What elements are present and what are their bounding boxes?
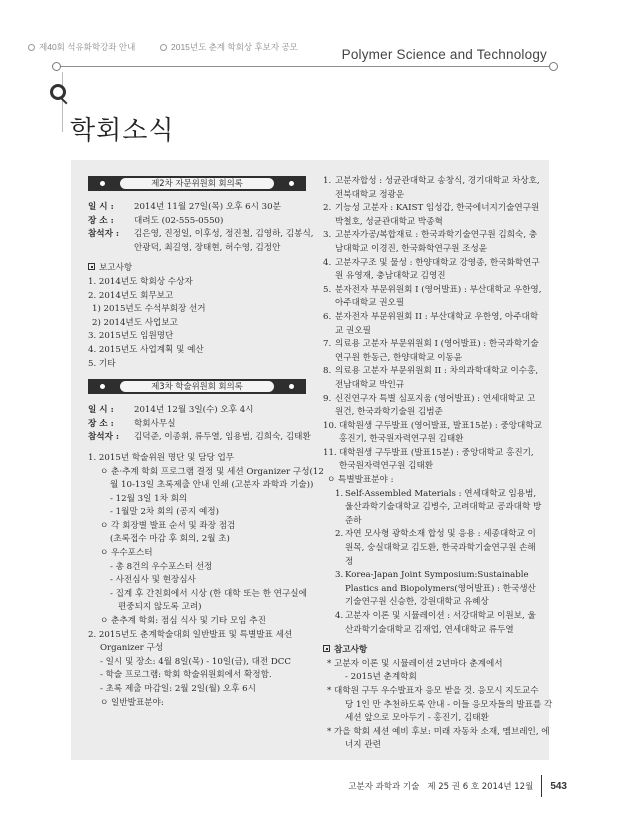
notes-heading: 참고사항: [323, 644, 543, 658]
list-item: 당 1인 만 추천하도록 안내 - 이들 응모자들의 발표를 각: [345, 699, 553, 710]
list-item: 2. 기능성 고분자 : KAIST 임성갑, 한국에너지기술연구원 박철호, 성균관대학교 박종혁: [323, 203, 540, 227]
list-item: 1. Self-Assembled Materials : 연세대학교 임용범, 울산과학기술대학교 김병수, 고려대학교 공과대학 방준하: [335, 488, 542, 526]
list-item: 4. 고분자구조 및 물성 : 한양대학교 강영종, 한국화학연구원 유영재, 충남대학교 김영진: [323, 257, 540, 282]
bullet-dot-icon: [289, 181, 294, 186]
bullet-dot-icon: [100, 384, 105, 389]
list-item: 세션 앞으로 모아두기 - 홍진기, 김태환: [345, 713, 489, 724]
list-item: 4. 고분자 이론 및 시뮬레이션 : 서강대학교 이원보, 울산과학기술대학교 김재업, 연세대학교 류두열: [335, 611, 536, 635]
crumb-2[interactable]: 2015년도 춘계 학회상 후보자 공모: [160, 41, 298, 53]
list-item: - 총 8건의 우수포스터 선정: [110, 561, 213, 572]
list-item: ㅇ 일반발표분야:: [100, 697, 164, 708]
list-item: ㅇ 각 회장별 발표 순서 및 좌장 점검: [100, 520, 236, 531]
list-item: - 2015년 춘계학회: [345, 672, 417, 683]
list-item: ㅇ 우수포스터: [100, 548, 153, 559]
meeting2-date-row: 일 시 : 2014년 12월 3일(수) 오후 4시: [88, 405, 254, 416]
page-number: 543: [550, 780, 567, 792]
meeting1-title: 제2차 자문위원회 회의록: [120, 178, 274, 189]
list-item: 2. 자연 모사형 광학소재 합성 및 응용 : 세종대학교 이원목, 숭실대학교 김도환, 한국과학기술연구원 손해정: [335, 529, 536, 567]
bullet-dot-icon: [289, 384, 294, 389]
footer-issue: 제 25 권 6 호 2014년 12월: [427, 782, 534, 792]
list-item: 11. 대학원생 구두발표 (발표15분) : 중앙대학교 홍진기, 한국원자력연구원 김태환: [323, 447, 534, 472]
list-item: 10. 대학원생 구두발표 (영어발표, 발표15분) : 중앙대학교 홍진기, 한국원자력연구원 김태환: [323, 420, 542, 445]
divider: [541, 775, 542, 797]
list-item: 1. 고분자합성 : 성균관대학교 송창식, 경기대학교 차상호, 전북대학교 정광운: [323, 176, 540, 200]
journal-title: Polymer Science and Technology: [341, 47, 547, 62]
list-item: 2. 2015년도 춘계학술대회 일반발표 및 특별발표 세션: [88, 629, 293, 640]
circle-icon: [160, 44, 167, 51]
meeting2-title: 제3차 학술위원회 회의록: [120, 381, 274, 392]
list-item: - 사전심사 및 현장심사: [110, 575, 196, 586]
list-item: ㅇ 춘추계 학회: 점심 식사 및 기타 모임 추진: [100, 616, 266, 627]
list-item: 3. Korea-Japan Joint Symposium:Sustainable Plastics and Biopolymers(영어발표) : 한국생산기술연구원 신승한, 강원대학교 유혜상: [335, 570, 536, 608]
page-footer: [348, 775, 567, 797]
list-item: 1) 2015년도 수석부회장 선거: [92, 304, 206, 315]
list-item: 1. 2015년 학술위원 명단 및 담당 업무: [88, 452, 235, 463]
list-item: 9. 신진연구자 특별 심포지움 (영어발표) : 연세대학교 고원건, 한국과학기술원 김범준: [323, 393, 536, 418]
checkbox-square-icon: [88, 263, 95, 270]
list-item: 7. 의료용 고분자 부문위원회 I (영어발표) : 한국과학기술연구원 한동근, 한양대학교 이동윤: [323, 339, 539, 363]
list-item: - 학술 프로그램: 학회 학술위원회에서 확정함.: [100, 670, 272, 681]
meeting1-date-row: 일 시 : 2014년 11월 27일(목) 오후 6시 30분: [88, 202, 281, 212]
list-item: 2. 2014년도 회무보고: [88, 290, 174, 301]
circle-icon: [28, 44, 35, 51]
footer-journal: 고분자 과학과 기술: [348, 782, 420, 792]
list-item: 2) 2014년도 사업보고: [92, 317, 178, 328]
meeting1-band: [88, 176, 306, 191]
left-column: [88, 175, 324, 710]
meeting1-place-row: 장 소 : 대려도 (02-555-0550): [88, 215, 224, 226]
rule-end-circle-icon: [549, 62, 558, 71]
list-item: (초록접수 마감 후 회의, 2월 초): [110, 534, 230, 545]
list-item: 편중되지 않도록 고려): [118, 602, 202, 613]
bullet-dot-icon: [100, 181, 105, 186]
list-item: 3. 2015년도 임원명단: [88, 331, 174, 342]
list-item: 1. 2014년도 학회상 수상자: [88, 276, 193, 287]
crumb-1[interactable]: 제40회 석유화학강좌 안내: [28, 41, 135, 53]
rule-end-circle-icon: [52, 62, 61, 71]
list-item: - 일시 및 장소: 4월 8일(목) - 10일(금), 대전 DCC: [100, 656, 291, 667]
list-item: * 가을 학회 세션 예비 후보: 미래 자동차 소재, 멤브레인, 에: [327, 726, 550, 737]
list-item: - 초록 제출 마감일: 2월 2일(월) 오후 6시: [100, 684, 256, 694]
list-item: - 1월말 2차 회의 (공지 예정): [110, 507, 219, 518]
list-item: * 고분자 이론 및 시뮬레이션 2년마다 춘계에서: [327, 658, 503, 669]
report-heading: 보고사항: [88, 262, 306, 276]
meeting2-attendees-row: 참석자 : 김덕준, 이종휘, 류두열, 임용범, 김희숙, 김태환: [88, 432, 311, 443]
meeting1-attendees-cont: 안광덕, 최길영, 장태현, 허수영, 김정안: [134, 242, 281, 253]
list-item: 6. 분자전자 부문위원회 II : 부산대학교 우한영, 아주대학교 권오필: [323, 311, 539, 336]
list-item: - 집계 후 간친회에서 시상 (한 대학 또는 한 연구실에: [110, 588, 307, 599]
content-panel: [71, 160, 553, 760]
list-item: 5. 기타: [88, 358, 116, 369]
list-item: 3. 고분자가공/복합재료 : 한국과학기술연구원 김희숙, 충남대학교 이경진, 한국화학연구원 조성윤: [323, 230, 538, 254]
list-item: Organizer 구성: [100, 643, 164, 654]
meeting2-band: [88, 379, 306, 394]
meeting1-attendees-row: 참석자 : 김은영, 진정일, 이후성, 정진철, 김영하, 김봉식,: [88, 229, 314, 240]
checkbox-square-icon: [323, 645, 330, 652]
list-item: 월 10-13일 초록제출 안내 인쇄 (고분자 과학과 기술)): [110, 480, 314, 491]
header-rule: [60, 66, 550, 67]
list-item: 너지 관련: [345, 740, 381, 751]
list-item: 5. 분자전자 부문위원회 I (영어발표) : 부산대학교 우한영, 아주대학교 권오필: [323, 284, 542, 309]
right-column: [323, 175, 553, 753]
list-item: * 대학원 구두 우수발표자 응모 받을 것. 응모시 지도교수: [327, 685, 539, 696]
list-item: 4. 2015년도 사업계획 및 예산: [88, 344, 204, 355]
special-heading: ㅇ 특별발표분야 :: [327, 475, 394, 486]
list-item: ㅇ 춘·추계 학회 프로그램 결정 및 세션 Organizer 구성(12: [100, 466, 324, 477]
magnifier-ring-icon: [50, 84, 66, 100]
section-title: 학회소식: [70, 116, 175, 146]
list-item: 8. 의료용 고분자 부문위원회 II : 차의과학대학교 이수홍, 전남대학교 박인규: [323, 366, 539, 390]
list-item: - 12월 3일 1차 회의: [110, 493, 188, 504]
meeting2-place-row: 장 소 : 학회사무실: [88, 418, 176, 429]
